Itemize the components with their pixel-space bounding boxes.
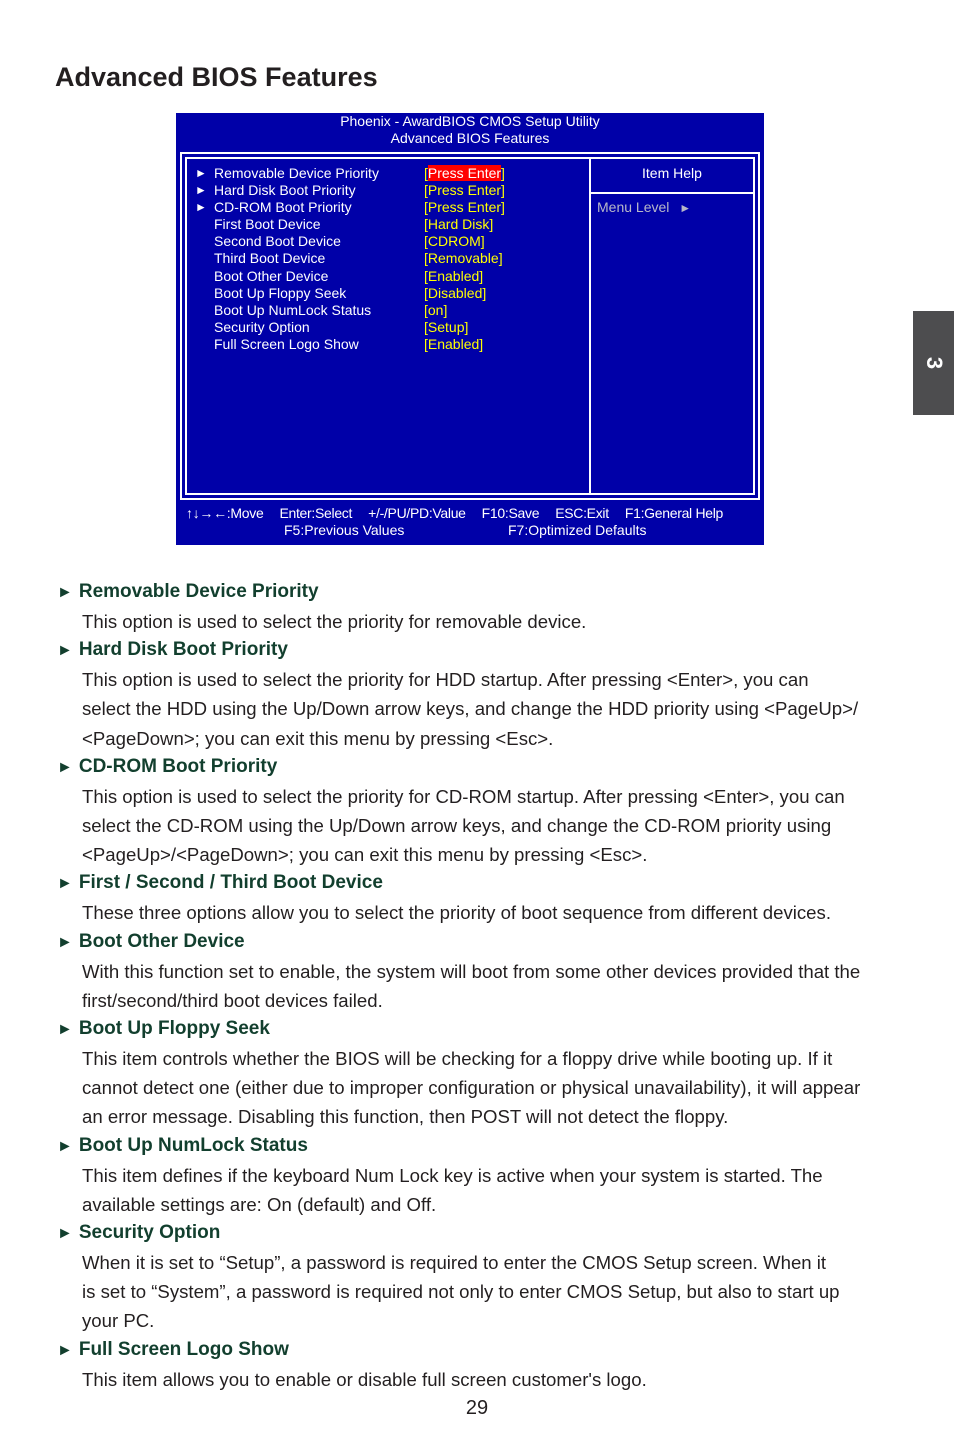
bios-key-hint: F10:Save [481,505,540,521]
option-heading [57,1336,907,1365]
option-heading-text: First / Second / Third Boot Device [78,872,383,894]
bios-item-value-text: Disabled [427,284,483,301]
option-heading-text: Security Option [78,1222,221,1244]
triangle-bullet-icon: ► [57,1137,73,1155]
option-description: With this function set to enable, the system will boot from some other devices provided that the first/second/third boot devices failed. [82,960,861,1011]
bios-item-value-text: on [427,301,444,318]
option-description: This item allows you to enable or disable full screen customer's logo. [82,1368,647,1390]
bios-header-utility: Phoenix - AwardBIOS CMOS Setup Utility [340,113,600,129]
bios-item[interactable] [195,165,589,182]
bios-item-value[interactable]: [Enabled] [424,335,484,352]
option-heading [57,1015,907,1044]
bios-item[interactable] [195,319,589,336]
submenu-arrow-icon: ► [195,200,207,215]
bios-screenshot [176,113,764,545]
bios-item-value[interactable]: [Press Enter] [424,182,505,199]
bios-item-value-text: Press Enter [427,165,502,181]
bios-item[interactable] [195,336,589,353]
bios-key-hint: ESC:Exit [555,505,609,521]
bios-divider [589,159,591,493]
bios-item-value-text: CDROM [427,233,481,250]
option-description: This item defines if the keyboard Num Lock key is active when your system is started. The available settings are: On (default) and Off. [82,1164,823,1215]
bios-item-value[interactable]: [Press Enter] [424,199,505,216]
bios-item-value-text: Enabled [427,335,480,352]
bios-item-value[interactable]: [Enabled] [424,267,484,284]
option-heading [57,753,907,782]
bios-frame [180,152,760,500]
bios-item-label: Second Boot Device [214,233,341,250]
bios-item-label: Boot Other Device [214,267,329,284]
bios-item-value-text: Press Enter [427,199,502,216]
bios-item[interactable] [195,199,589,216]
option-heading [57,636,907,665]
bios-item-value[interactable]: [Hard Disk] [424,216,494,233]
option-section [57,869,907,927]
bios-item-value[interactable]: [Setup] [424,318,469,335]
option-section [57,1132,907,1219]
chapter-number: 3 [921,356,947,370]
bios-item-label: First Boot Device [214,216,321,233]
bios-key-hint: ↑↓→←:Move [186,505,264,521]
bios-item-label: Boot Up NumLock Status [214,301,372,318]
bios-item-label: Security Option [214,318,310,335]
option-heading [57,578,907,607]
bios-footer-f7: F7:Optimized Defaults [508,522,647,538]
menu-level-arrow-icon: ► [679,201,692,215]
bios-item-value-text: Press Enter [427,182,502,199]
bios-item[interactable] [195,268,589,285]
option-section [57,1015,907,1132]
option-section [57,753,907,870]
option-section [57,1219,907,1336]
bios-item-label: Full Screen Logo Show [214,335,359,352]
menu-level [597,199,691,217]
option-description: This item controls whether the BIOS will be checking for a floppy drive while booting up. If it cannot detect one (either due to improper configuration or physical unavailability), it will appear an error message. Disabling this function, then POST will not detect the floppy. [82,1048,861,1128]
triangle-bullet-icon: ► [57,584,73,601]
bios-item[interactable] [195,285,589,302]
triangle-bullet-icon: ► [57,1341,73,1359]
triangle-bullet-icon: ► [57,1225,73,1243]
option-section [57,578,907,636]
option-heading-text: Boot Other Device [78,930,245,952]
bios-item-label: Removable Device Priority [214,165,379,181]
bios-item-value-text: Hard Disk [427,216,490,233]
triangle-bullet-icon: ► [57,642,73,660]
bios-item-value[interactable]: [on] [424,301,448,318]
option-descriptions [57,578,907,1394]
option-description: This option is used to select the priority for HDD startup. After pressing <Enter>, you can select the HDD using the Up/Down arrow keys, and change the HDD priority using <PageUp>/ <PageDown>; you can exit this menu by pressing <Esc>. [82,669,859,749]
submenu-arrow-icon: ► [195,183,207,198]
triangle-bullet-icon: ► [57,1021,73,1039]
bios-item-label: Third Boot Device [214,250,326,267]
triangle-bullet-icon: ► [57,758,73,776]
bios-item-label: Hard Disk Boot Priority [214,182,356,199]
bios-item-value-text: Enabled [427,267,480,284]
option-section [57,928,907,1015]
option-heading-text: Full Screen Logo Show [78,1338,289,1360]
option-section [57,636,907,753]
bios-footer-f5: F5:Previous Values [284,522,405,538]
bios-item[interactable] [195,233,589,250]
bios-key-hint: +/-/PU/PD:Value [368,505,466,521]
page-title: Advanced BIOS Features [55,62,378,92]
bios-key-hint: Enter:Select [279,505,353,521]
page-number: 29 [465,1397,489,1419]
bios-item-label: Boot Up Floppy Seek [214,284,347,301]
bios-key-legend [186,505,739,522]
submenu-arrow-icon: ► [195,166,207,180]
triangle-bullet-icon: ► [57,933,73,951]
bios-item[interactable] [195,182,589,199]
bios-item-value-text: Setup [427,318,465,335]
option-heading-text: CD-ROM Boot Priority [78,755,278,777]
option-heading-text: Hard Disk Boot Priority [78,639,288,661]
bios-item[interactable] [195,250,589,267]
option-heading-text: Boot Up Floppy Seek [78,1018,270,1040]
triangle-bullet-icon: ► [57,875,73,893]
option-description: These three options allow you to select the priority of boot sequence from different devices. [82,902,831,924]
help-divider [589,192,753,194]
option-heading [57,1132,907,1161]
bios-item-value-text: Removable [427,250,499,267]
option-description: This option is used to select the priority for CD-ROM startup. After pressing <Enter>, you can select the CD-ROM using the Up/Down arrow keys, and change the CD-ROM priority using <PageUp>/<PageDown>; you can exit this menu by pressing <Esc>. [82,785,845,866]
bios-key-hint: F1:General Help [624,505,724,521]
bios-item-value[interactable]: [CDROM] [424,233,485,250]
bios-item-value[interactable]: [Press Enter] [424,165,505,181]
menu-level-label: Menu Level [597,199,670,215]
option-description: This option is used to select the priority for removable device. [82,611,587,632]
bios-header-page: Advanced BIOS Features [390,130,550,146]
bios-inner-frame [185,157,755,495]
option-section [57,1336,907,1394]
option-heading [57,869,907,898]
option-heading [57,1219,907,1248]
option-heading-text: Boot Up NumLock Status [78,1134,308,1156]
bios-item[interactable] [195,302,589,319]
bios-item-label: CD-ROM Boot Priority [214,199,352,216]
bios-header [176,113,764,147]
item-help-title: Item Help [642,165,702,181]
chapter-tab [913,311,954,415]
bios-item-value[interactable]: [Removable] [424,250,503,267]
bios-item-value[interactable]: [Disabled] [424,284,487,301]
option-heading-text: Removable Device Priority [78,581,319,602]
option-description: When it is set to “Setup”, a password is required to enter the CMOS Setup screen. When it is set to “System”, a password is required not only to enter CMOS Setup, but also to start up your PC. [82,1252,840,1332]
option-heading [57,928,907,957]
bios-item[interactable] [195,216,589,233]
bios-item-list [195,165,589,353]
